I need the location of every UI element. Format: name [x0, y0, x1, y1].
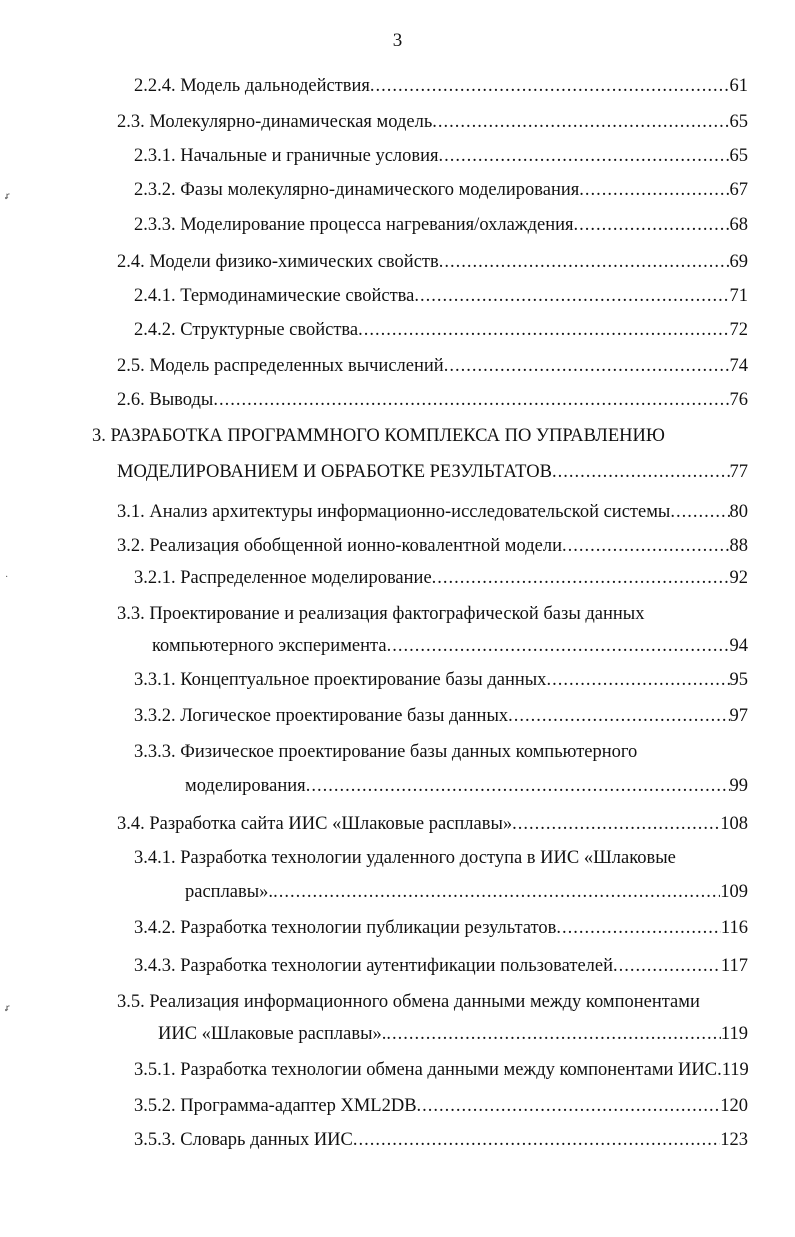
toc-entry-page: 77	[729, 462, 748, 482]
toc-entry[interactable]	[134, 668, 748, 692]
toc-entry[interactable]	[117, 460, 748, 484]
toc-entry-title: 2.4. Модели физико-химических свойств	[117, 252, 439, 272]
toc-entry-line[interactable]: 3.5. Реализация информационного обмена данными между компонентами	[117, 992, 700, 1012]
dot-leader	[414, 284, 729, 308]
dot-leader	[273, 880, 720, 904]
dot-leader	[432, 566, 730, 590]
toc-entry-title: 3.3.1. Концептуальное проектирование базы данных	[134, 670, 547, 690]
toc-entry-title: расплавы».	[185, 882, 274, 902]
dot-leader	[552, 460, 730, 484]
dot-leader	[444, 354, 730, 378]
toc-entry[interactable]	[117, 500, 748, 524]
toc-entry-page: 67	[729, 180, 748, 200]
toc-entry[interactable]	[158, 1022, 748, 1046]
toc-entry-title: 3.2. Реализация обобщенной ионно-ковалентной модели	[117, 536, 562, 556]
toc-entry-line[interactable]: 3.3. Проектирование и реализация фактографической базы данных	[117, 604, 645, 624]
toc-entry-page: 80	[729, 502, 748, 522]
toc-chapter-line[interactable]: 3. РАЗРАБОТКА ПРОГРАММНОГО КОМПЛЕКСА ПО УПРАВЛЕНИЮ	[92, 426, 665, 446]
toc-entry[interactable]	[134, 704, 748, 728]
toc-entry-title: МОДЕЛИРОВАНИЕМ И ОБРАБОТКЕ РЕЗУЛЬТАТОВ	[117, 462, 552, 482]
dot-leader	[556, 916, 721, 940]
toc-entry[interactable]	[134, 566, 748, 590]
dot-leader	[306, 774, 730, 798]
toc-entry-page: 108	[720, 814, 748, 834]
toc-entry-title: 2.3.3. Моделирование процесса нагревания/охлаждения	[134, 215, 574, 235]
toc-entry-title: 3.5.1. Разработка технологии обмена данными между компонентами ИИС.119	[134, 1060, 749, 1080]
toc-entry[interactable]	[134, 74, 748, 98]
toc-entry-title: ИИС «Шлаковые расплавы».	[158, 1024, 387, 1044]
toc-entry-line[interactable]: 3.3.3. Физическое проектирование базы данных компьютерного	[134, 742, 638, 762]
toc-entry-title: 3.3.2. Логическое проектирование базы данных	[134, 706, 509, 726]
toc-entry-page: 69	[729, 252, 748, 272]
scan-mark: ·	[5, 572, 9, 583]
dot-leader	[613, 954, 721, 978]
toc-entry-page: 92	[729, 568, 748, 588]
toc-entry-title: 2.4.2. Структурные свойства	[134, 320, 359, 340]
toc-entry-title: 2.6. Выводы	[117, 390, 214, 410]
toc-entry[interactable]	[134, 144, 748, 168]
dot-leader	[213, 388, 729, 412]
toc-entry-title: 3.5.3. Словарь данных ИИС	[134, 1130, 353, 1150]
dot-leader	[432, 110, 729, 134]
toc-entry-page: 117	[720, 956, 748, 976]
dot-leader	[512, 812, 720, 836]
toc-entry[interactable]	[117, 354, 748, 378]
toc-entry-page: 88	[729, 536, 748, 556]
toc-entry[interactable]	[117, 812, 748, 836]
toc-entry[interactable]	[117, 388, 748, 412]
page-number: 3	[392, 30, 403, 51]
toc-entry-title: 3.4. Разработка сайта ИИС «Шлаковые расплавы»	[117, 814, 513, 834]
toc-entry-page: 68	[729, 215, 748, 235]
toc-entry[interactable]	[134, 1128, 748, 1152]
toc-entry-title: 3.2.1. Распределенное моделирование	[134, 568, 432, 588]
scan-mark: ꭉ	[5, 1003, 10, 1014]
toc-entry-page: 116	[720, 918, 748, 938]
toc-entry-page: 109	[720, 882, 748, 902]
toc-entry[interactable]	[134, 916, 748, 940]
toc-entry-title: компьютерного эксперимента	[152, 636, 387, 656]
toc-entry[interactable]	[185, 880, 748, 904]
toc-entry-page: 120	[720, 1096, 748, 1116]
toc-entry[interactable]	[152, 634, 748, 658]
dot-leader	[670, 500, 729, 524]
dot-leader	[579, 178, 729, 202]
dot-leader	[439, 250, 730, 274]
scan-mark: ꭉ	[5, 191, 10, 202]
toc-entry[interactable]	[134, 178, 748, 202]
toc-entry-page: 65	[729, 146, 748, 166]
toc-entry-line[interactable]: 3.4.1. Разработка технологии удаленного доступа в ИИС «Шлаковые	[134, 848, 676, 868]
toc-entry-page: 119	[720, 1024, 748, 1044]
toc-entry-title: 2.5. Модель распределенных вычислений	[117, 356, 444, 376]
toc-entry[interactable]	[134, 1058, 795, 1082]
toc-entry-title: 3.4.2. Разработка технологии публикации результатов	[134, 918, 557, 938]
toc-entry-page: 74	[729, 356, 748, 376]
toc-entry[interactable]	[185, 774, 748, 798]
dot-leader	[574, 213, 730, 237]
dot-leader	[370, 74, 730, 98]
toc-entry-title: моделирования	[185, 776, 306, 796]
toc-entry-page: 97	[729, 706, 748, 726]
dot-leader	[386, 1022, 721, 1046]
dot-leader	[508, 704, 729, 728]
toc-entry-title: 2.3.2. Фазы молекулярно-динамического моделирования	[134, 180, 580, 200]
toc-entry-title: 2.2.4. Модель дальнодействия	[134, 76, 370, 96]
toc-entry-page: 61	[729, 76, 748, 96]
dot-leader	[562, 534, 730, 558]
toc-entry-page: 72	[729, 320, 748, 340]
toc-entry-title: 2.4.1. Термодинамические свойства	[134, 286, 415, 306]
toc-entry[interactable]	[134, 954, 748, 978]
toc-entry-page: 65	[729, 112, 748, 132]
toc-entry-title: 3.4.3. Разработка технологии аутентификации пользователей	[134, 956, 613, 976]
toc-entry[interactable]	[117, 250, 748, 274]
toc-entry-page: 99	[729, 776, 748, 796]
toc-entry-page: 76	[729, 390, 748, 410]
toc-entry-page: 71	[729, 286, 748, 306]
toc-entry[interactable]	[117, 534, 748, 558]
dot-leader	[546, 668, 729, 692]
dot-leader	[439, 144, 730, 168]
toc-entry-page: 123	[720, 1130, 748, 1150]
dot-leader	[353, 1128, 720, 1152]
toc-entry-page: 94	[729, 636, 748, 656]
dot-leader	[387, 634, 730, 658]
dot-leader	[417, 1094, 721, 1118]
toc-entry-page: 95	[729, 670, 748, 690]
toc-entry[interactable]	[134, 1094, 748, 1118]
toc-entry-title: 3.1. Анализ архитектуры информационно-исследовательской системы	[117, 502, 671, 522]
toc-entry-title: 2.3. Молекулярно-динамическая модель	[117, 112, 433, 132]
toc-entry[interactable]	[134, 213, 748, 237]
toc-entry[interactable]	[134, 318, 748, 342]
toc-entry[interactable]	[134, 284, 748, 308]
toc-entry-title: 3.5.2. Программа-адаптер XML2DB	[134, 1096, 417, 1116]
toc-entry-title: 2.3.1. Начальные и граничные условия	[134, 146, 439, 166]
toc-entry[interactable]	[117, 110, 748, 134]
dot-leader	[358, 318, 729, 342]
